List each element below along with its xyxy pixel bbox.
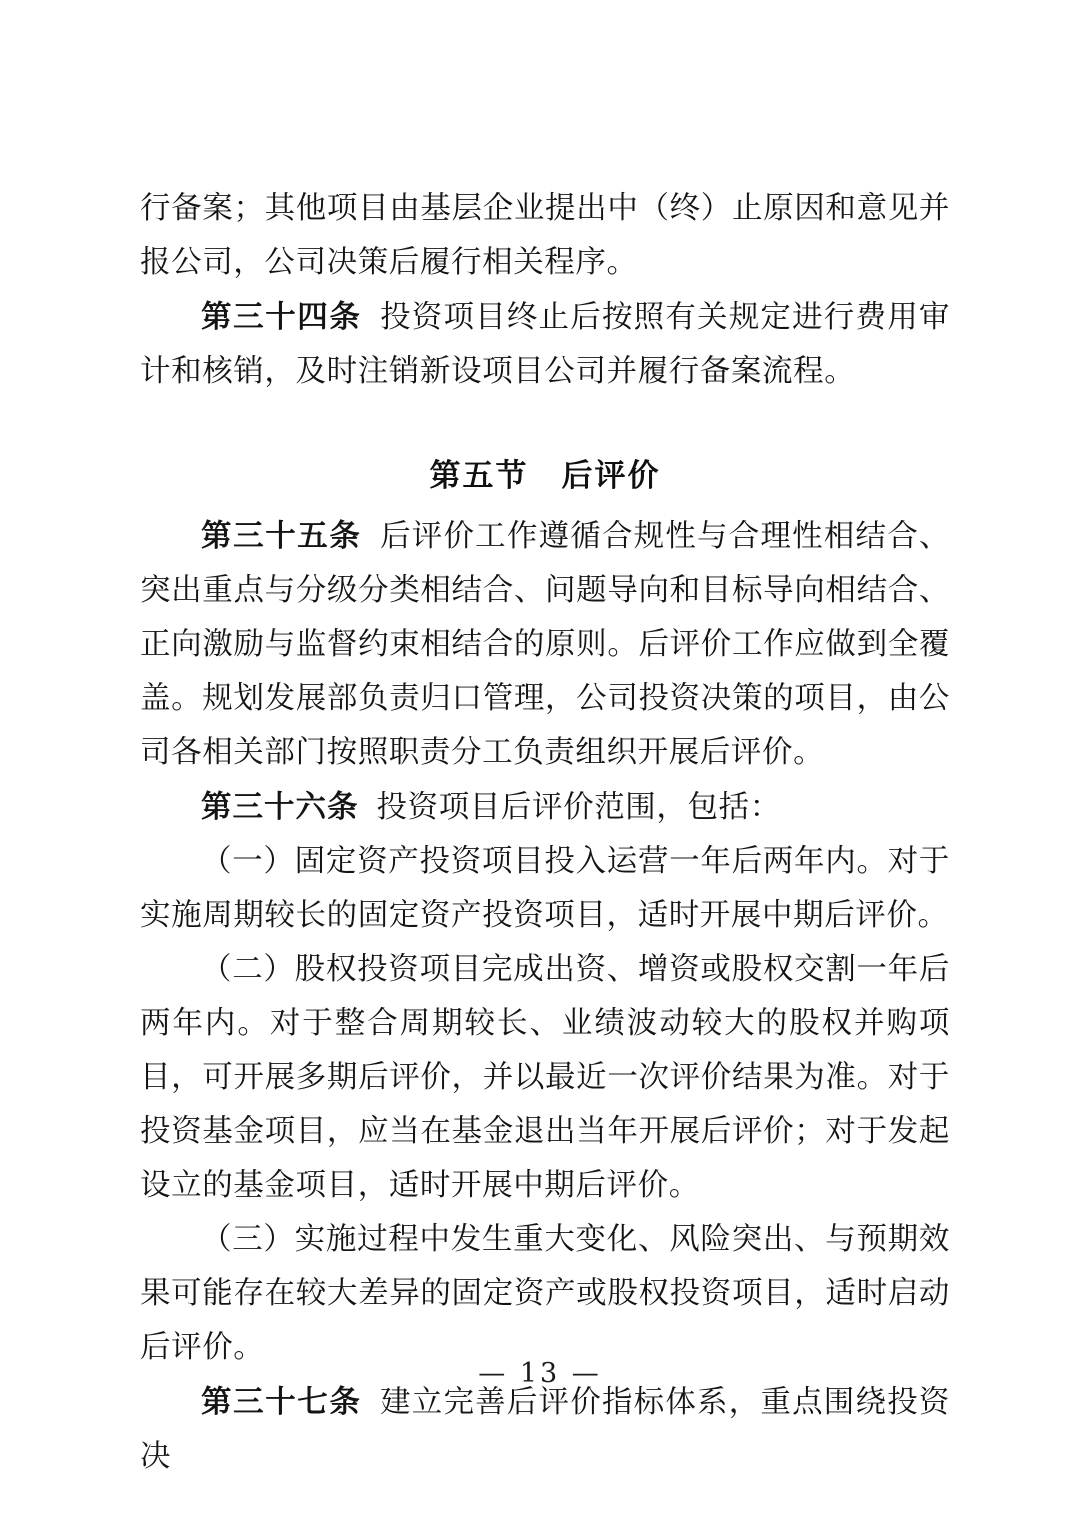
article-37-label: 第三十七条 bbox=[201, 1384, 362, 1420]
article-35-label: 第三十五条 bbox=[201, 518, 362, 554]
article-34 bbox=[140, 290, 950, 399]
article-37-text: 建立完善后评价指标体系，重点围绕投资决 bbox=[140, 1385, 950, 1474]
article-35-text: 后评价工作遵循合规性与合理性相结合、突出重点与分级分类相结合、问题导向和目标导向相结合、正向激励与监督约束相结合的原则。后评价工作应做到全覆盖。规划发展部负责归口管理，公司投资决策的项目，由公司各相关部门按照职责分工负责组织开展后评价。 bbox=[140, 519, 950, 770]
article-34-text: 投资项目终止后按照有关规定进行费用审计和核销，及时注销新设项目公司并履行备案流程。 bbox=[140, 300, 950, 389]
article-36-label: 第三十六条 bbox=[201, 789, 359, 825]
list-item-1: （一）固定资产投资项目投入运营一年后两年内。对于实施周期较长的固定资产投资项目，适时开展中期后评价。 bbox=[140, 844, 950, 933]
article-34-label: 第三十四条 bbox=[201, 299, 362, 335]
section-title-spacer-top bbox=[140, 399, 950, 449]
list-item-2: （二）股权投资项目完成出资、增资或股权交割一年后两年内。对于整合周期较长、业绩波动较大的股权并购项目，可开展多期后评价，并以最近一次评价结果为准。对于投资基金项目，应当在基金退出当年开展后评价；对于发起设立的基金项目，适时开展中期后评价。 bbox=[140, 952, 950, 1203]
article-35 bbox=[140, 509, 950, 780]
page-body bbox=[140, 182, 950, 1484]
section-heading-5: 第五节 后评价 bbox=[429, 458, 661, 494]
article-36 bbox=[140, 780, 950, 835]
list-item-3: （三）实施过程中发生重大变化、风险突出、与预期效果可能存在较大差异的固定资产或股权投资项目，适时启动后评价。 bbox=[140, 1222, 950, 1365]
article-36-text: 投资项目后评价范围，包括： bbox=[376, 790, 781, 825]
article-37 bbox=[140, 1375, 950, 1484]
paragraph-continuation: 行备案；其他项目由基层企业提出中（终）止原因和意见并报公司，公司决策后履行相关程序。 bbox=[140, 191, 950, 280]
page-number: — 13 — bbox=[478, 1358, 602, 1389]
